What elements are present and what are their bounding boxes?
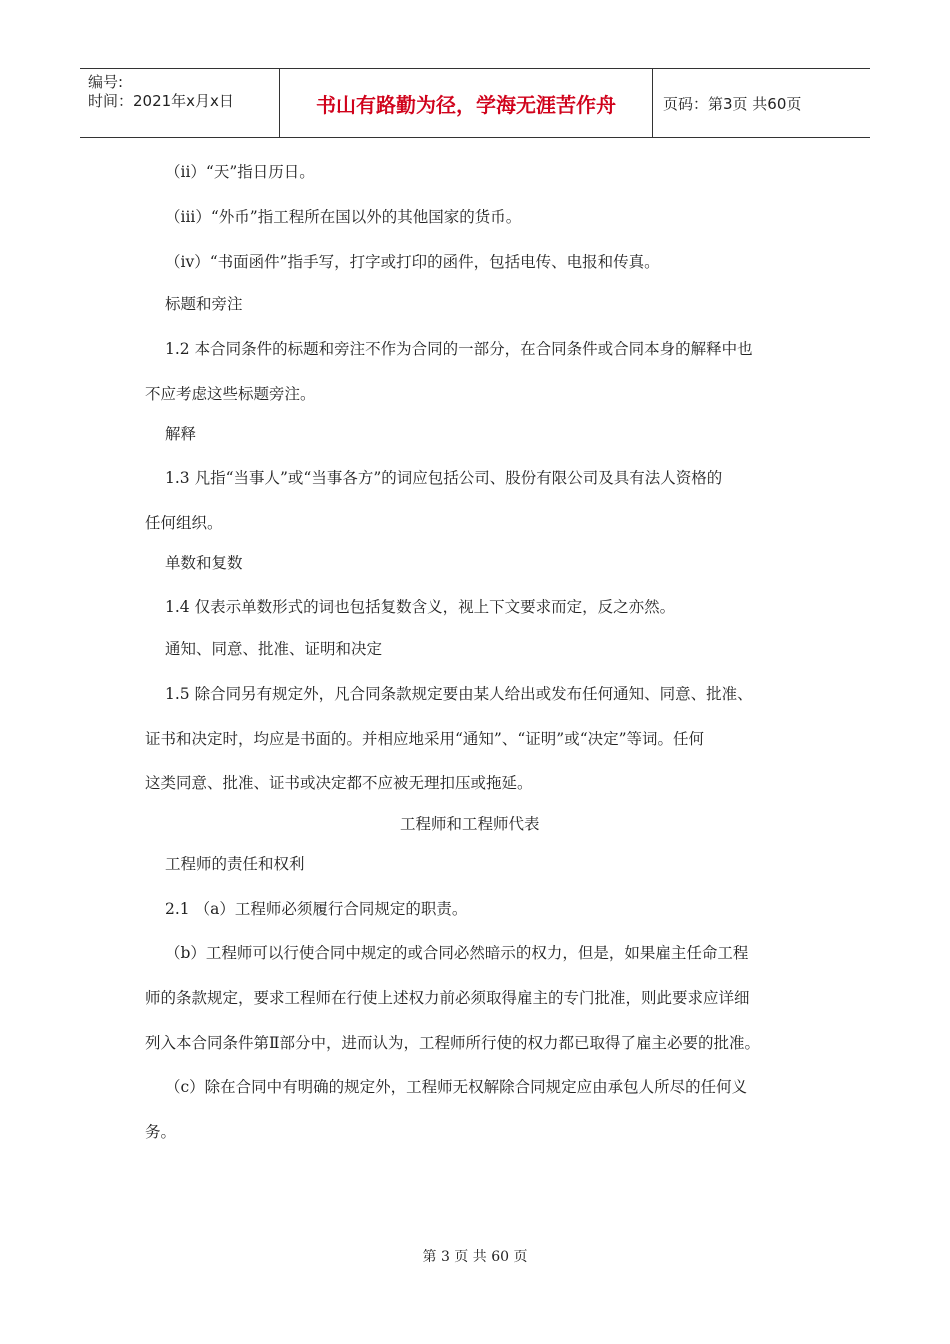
header-meta (80, 69, 280, 137)
paragraph: （iv）“书面函件”指手写，打字或打印的函件，包括电传、电报和传真。 (165, 253, 660, 271)
chapter-title: 工程师和工程师代表 (400, 815, 540, 833)
paragraph: 师的条款规定，要求工程师在行使上述权力前必须取得雇主的专门批准，则此要求应详细 (145, 989, 750, 1007)
page-footer: 第 3 页 共 60 页 (422, 1249, 528, 1265)
paragraph: 任何组织。 (145, 514, 223, 532)
page-header (80, 68, 870, 138)
paragraph: 1.5 除合同另有规定外，凡合同条款规定要由某人给出或发布任何通知、同意、批准、 (165, 685, 753, 703)
paragraph: 这类同意、批准、证书或决定都不应被无理扣压或拖延。 (145, 774, 533, 792)
section-heading: 单数和复数 (165, 554, 243, 572)
paragraph: 不应考虑这些标题旁注。 (145, 385, 316, 403)
paragraph: 务。 (145, 1123, 177, 1141)
paragraph: （ii）“天”指日历日。 (165, 163, 315, 181)
document-number-label: 编号: (88, 73, 124, 91)
paragraph: （iii）“外币”指工程所在国以外的其他国家的货币。 (165, 208, 522, 226)
section-heading: 标题和旁注 (165, 295, 243, 313)
paragraph: 2.1 （a）工程师必须履行合同规定的职责。 (165, 900, 468, 918)
section-heading: 解释 (165, 425, 197, 443)
paragraph: 列入本合同条件第Ⅱ部分中，进而认为，工程师所行使的权力都已取得了雇主必要的批准。 (145, 1034, 761, 1052)
section-heading: 工程师的责任和权利 (165, 855, 305, 873)
paragraph: （b）工程师可以行使合同中规定的或合同必然暗示的权力，但是，如果雇主任命工程 (165, 944, 749, 962)
paragraph: （c）除在合同中有明确的规定外，工程师无权解除合同规定应由承包人所尽的任何义 (165, 1078, 748, 1096)
paragraph: 1.3 凡指“当事人”或“当事各方”的词应包括公司、股份有限公司及具有法人资格的 (165, 469, 723, 487)
header-page-info: 页码：第3页 共60页 (663, 94, 802, 113)
paragraph: 1.4 仅表示单数形式的词也包括复数含义，视上下文要求而定，反之亦然。 (165, 598, 676, 616)
paragraph: 1.2 本合同条件的标题和旁注不作为合同的一部分，在合同条件或合同本身的解释中也 (165, 340, 753, 358)
header-motto: 书山有路勤为径，学海无涯苦作舟 (280, 69, 653, 137)
paragraph: 证书和决定时，均应是书面的。并相应地采用“通知”、“证明”或“决定”等词。任何 (145, 730, 705, 748)
document-time-label: 时间：2021年x月x日 (88, 92, 234, 110)
section-heading: 通知、同意、批准、证明和决定 (165, 640, 383, 658)
